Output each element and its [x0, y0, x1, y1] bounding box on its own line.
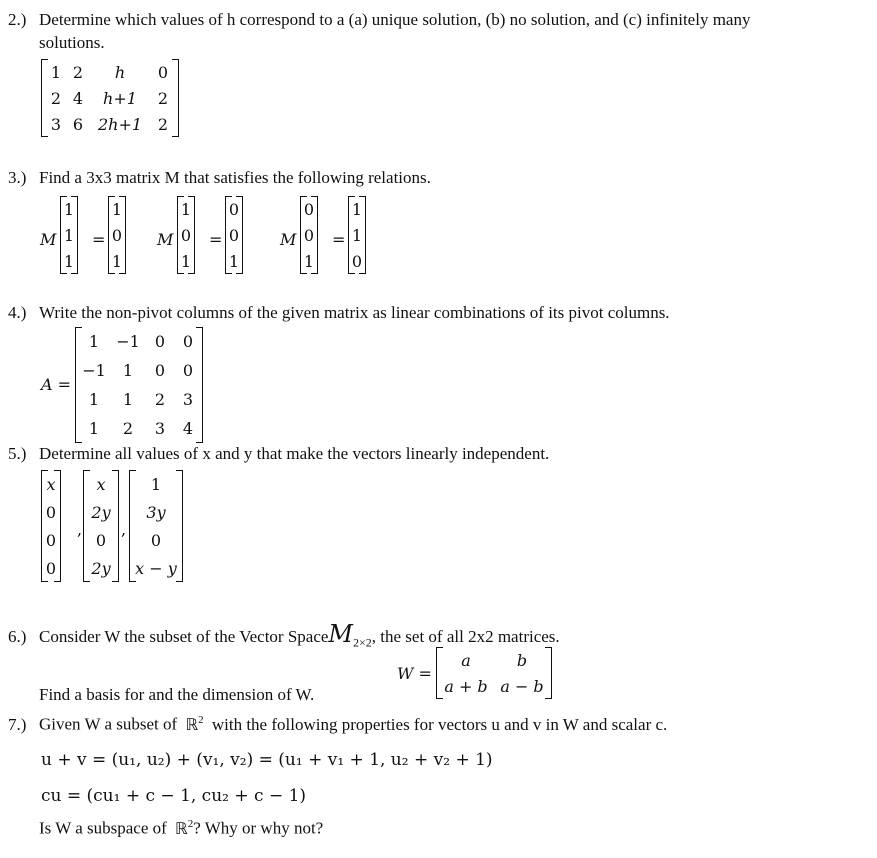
left-bracket [225, 196, 232, 274]
matrix-m-label: M [40, 230, 57, 249]
matrix-w [436, 647, 552, 699]
reals-symbol: ℝ [185, 714, 199, 734]
matrix-entry: 2 [154, 390, 166, 409]
vector-space-subscript: 2×2 [353, 635, 372, 650]
left-bracket [41, 470, 48, 582]
matrix-entry: 1 [150, 474, 162, 494]
matrix-m-label: M [280, 230, 297, 249]
w-label: W = [397, 664, 432, 683]
augmented-matrix [41, 59, 179, 137]
left-bracket [60, 196, 67, 274]
matrix-entry: 1 [111, 251, 123, 271]
matrix-entry: 1 [88, 332, 100, 351]
matrix-entry: a [461, 650, 471, 670]
equals-sign: = [209, 230, 223, 249]
left-bracket [348, 196, 355, 274]
matrix-entry: 6 [72, 114, 84, 134]
matrix-entry: b [516, 650, 528, 670]
problem-number: 7.) [8, 714, 27, 734]
vector-1 [41, 470, 61, 582]
right-bracket [176, 470, 183, 582]
matrix-entry: 0 [154, 332, 166, 351]
problem-5-statement [8, 444, 549, 464]
input-vector [300, 196, 318, 274]
right-bracket [71, 196, 78, 274]
scalar-rule [41, 786, 306, 806]
vector-2 [83, 470, 119, 582]
left-bracket [75, 327, 82, 443]
matrix-entry: 0 [228, 225, 240, 245]
matrix-entry: 1 [63, 251, 75, 271]
matrix-entry: 1 [351, 199, 363, 219]
matrix-entry: 0 [303, 199, 315, 219]
input-vector [177, 196, 195, 274]
right-bracket [119, 196, 126, 274]
matrix-entry: 1 [180, 251, 192, 271]
matrix-entry: a + b [444, 676, 488, 696]
matrix-entry: 3y [146, 502, 166, 522]
problem-number: 5.) [8, 444, 27, 463]
matrix-entry: 1 [63, 199, 75, 219]
matrix-entry: −1 [82, 361, 106, 380]
matrix-entry: 0 [111, 225, 123, 245]
right-bracket [545, 647, 552, 699]
right-bracket [172, 59, 179, 137]
vector-3 [129, 470, 183, 582]
matrix-entry: 0 [157, 62, 169, 82]
matrix-entry: 0 [303, 225, 315, 245]
matrix-entry: 0 [150, 530, 162, 550]
problem-7-statement [8, 714, 667, 735]
left-bracket [436, 647, 443, 699]
matrix-entry: 4 [72, 88, 84, 108]
matrix-entry: h+1 [103, 88, 137, 108]
matrix-entry: 0 [182, 332, 194, 351]
matrix-entry: 0 [45, 558, 57, 578]
reals-exponent: 2 [198, 714, 204, 726]
problem-7-question [39, 818, 323, 839]
question-text: Is W a subspace of [39, 818, 167, 838]
problem-text: Determine all values of x and y that make the vectors linearly independent. [39, 444, 550, 463]
left-bracket [129, 470, 136, 582]
problem-text: Determine which values of h correspond to a (a) unique solution, (b) no solution, and (c) infinitely many [39, 10, 751, 29]
problem-3-statement [8, 168, 431, 188]
matrix-entry: 2h+1 [97, 114, 143, 134]
scalar-equation: cu = (cu₁ + c − 1, cu₂ + c − 1) [41, 786, 307, 806]
matrix-entry: 1 [50, 62, 62, 82]
equals-sign: = [92, 230, 106, 249]
addition-equation: u + v = (u₁, u₂) + (v₁, v₂) = (u₁ + v₁ + 1, u₂ + v₂ + 1) [41, 750, 493, 770]
right-bracket [54, 470, 61, 582]
right-bracket [311, 196, 318, 274]
problem-number: 4.) [8, 303, 27, 322]
reals-symbol: ℝ [175, 818, 188, 838]
matrix-entry: a − b [500, 676, 544, 696]
right-bracket [112, 470, 119, 582]
problem-text: Write the non-pivot columns of the given matrix as linear combinations of its pivot columns. [39, 303, 670, 322]
left-bracket [108, 196, 115, 274]
matrix-entry: 2y [91, 558, 111, 578]
matrix-entry: 1 [122, 361, 134, 380]
left-bracket [41, 59, 48, 137]
matrix-entry: 0 [351, 251, 363, 271]
matrix-entry: x − y [135, 558, 177, 578]
equals-sign: = [332, 230, 346, 249]
addition-rule [41, 750, 493, 770]
right-bracket [359, 196, 366, 274]
problem-4-statement [8, 303, 670, 323]
right-bracket [236, 196, 243, 274]
output-vector [348, 196, 366, 274]
matrix-a [75, 327, 203, 443]
input-vector [60, 196, 78, 274]
right-bracket [188, 196, 195, 274]
matrix-entry: h [114, 62, 126, 82]
matrix-entry: 1 [351, 225, 363, 245]
problem-text-after: , the set of all 2x2 matrices. [371, 627, 560, 646]
matrix-entry: 2 [157, 114, 169, 134]
matrix-entry: 1 [88, 390, 100, 409]
problem-2-continuation: solutions. [39, 33, 105, 52]
matrix-entry: 0 [182, 361, 194, 380]
vector-space-symbol: M [328, 620, 353, 648]
problem-text-cont: with the following properties for vectors u and v in W and scalar c. [211, 714, 668, 734]
matrix-entry: 1 [228, 251, 240, 271]
matrix-entry: 1 [88, 419, 100, 438]
right-bracket [196, 327, 203, 443]
matrix-entry: 3 [182, 390, 194, 409]
vector-separator: , [121, 520, 127, 539]
left-bracket [300, 196, 307, 274]
question-text-end: ? Why or why not? [193, 818, 324, 838]
reals-exponent: 2 [187, 818, 194, 830]
matrix-entry: 0 [45, 502, 57, 522]
matrix-entry: 1 [111, 199, 123, 219]
problem-text: Consider W the subset of the Vector Space [39, 627, 329, 646]
matrix-entry: 2 [122, 419, 134, 438]
matrix-entry: 1 [122, 390, 134, 409]
matrix-entry: 0 [95, 530, 107, 550]
matrix-entry: 1 [303, 251, 315, 271]
problem-number: 6.) [8, 627, 27, 646]
matrix-entry: 0 [154, 361, 166, 380]
matrix-entry: 0 [180, 225, 192, 245]
matrix-entry: 0 [228, 199, 240, 219]
matrix-entry: x [96, 474, 106, 494]
matrix-entry: 1 [63, 225, 75, 245]
output-vector [225, 196, 243, 274]
problem-number: 2.) [8, 10, 27, 29]
matrix-entry: 2 [50, 88, 62, 108]
problem-6-statement [8, 620, 560, 650]
matrix-entry: 4 [182, 419, 194, 438]
problem-text: Given W a subset of [39, 714, 178, 734]
matrix-entry: 2 [157, 88, 169, 108]
vector-separator: , [77, 520, 83, 539]
problem-6-question: Find a basis for and the dimension of W. [39, 685, 315, 704]
problem-number: 3.) [8, 168, 27, 187]
left-bracket [83, 470, 90, 582]
matrix-entry: −1 [116, 332, 140, 351]
matrix-entry: 2y [91, 502, 111, 522]
matrix-entry: 1 [180, 199, 192, 219]
problem-2-statement [8, 10, 750, 30]
matrix-a-label: A = [41, 375, 72, 394]
matrix-m-label: M [157, 230, 174, 249]
matrix-entry: x [46, 474, 56, 494]
matrix-entry: 3 [50, 114, 62, 134]
matrix-entry: 3 [154, 419, 166, 438]
matrix-entry: 2 [72, 62, 84, 82]
problem-text: Find a 3x3 matrix M that satisfies the following relations. [39, 168, 431, 187]
matrix-entry: 0 [45, 530, 57, 550]
left-bracket [177, 196, 184, 274]
output-vector [108, 196, 126, 274]
